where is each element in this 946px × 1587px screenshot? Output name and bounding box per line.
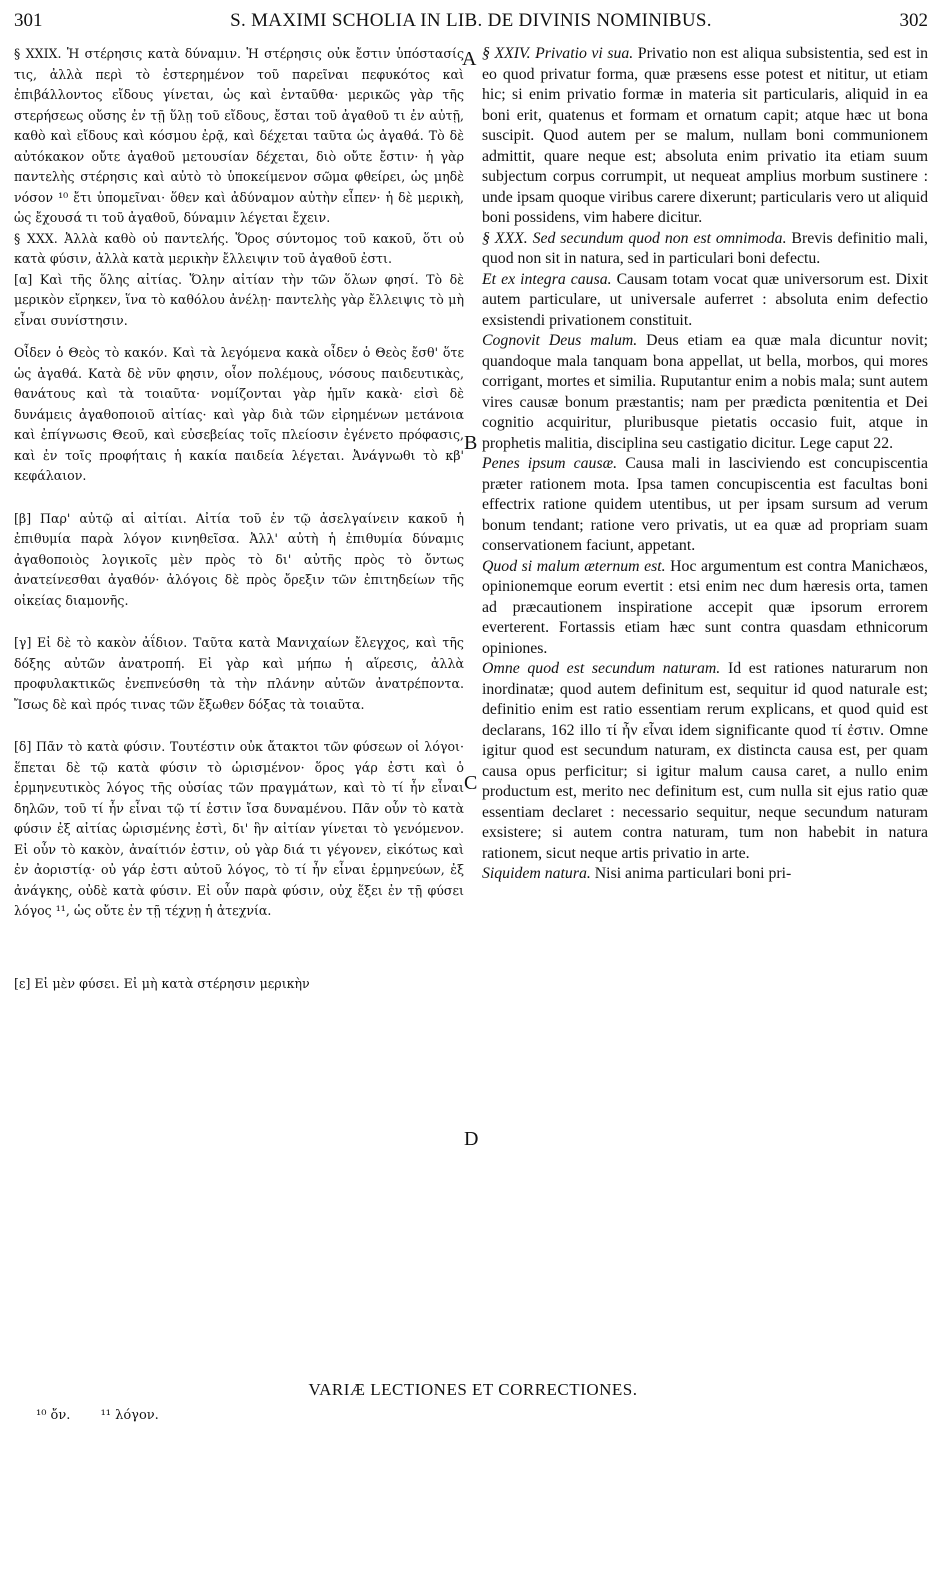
latin-paragraph bbox=[482, 864, 928, 885]
running-header bbox=[14, 10, 928, 36]
greek-paragraph: [β] Παρ' αὐτῷ αἱ αἰτίαι. Αἰτία τοῦ ἐν τῷ ἀσελγαίνειν κακοῦ ἡ ἐπιθυμία παρὰ λόγον κινηθεῖσα. Ἀλλ' αὐτὴ ἡ ἐπιθυμία δύναμις ἀγαθοποιὸς λογικοῖς μὲν πρὸς τὸ δι' αὐτῆς πρὸς τὸ ὄντως ἀνατείνεσθαι ἀγαθόν· ἀλόγοις δὲ πρὸς ὄρεξιν τῶν ἐπιτηδείων τῆς οἰκείας διαμονῆς. bbox=[14, 510, 464, 608]
greek-paragraph: § XXIX. Ἡ στέρησις κατὰ δύναμιν. Ἡ στέρησις οὐκ ἔστιν ὑπόστασίς τις, ἀλλὰ περὶ τὸ ἐστερημένον τοῦ παρεῖναι πεφυκότος καὶ ἐπιβάλλοντος εἴδους γίνεται, ὡς καὶ ἐνταῦθα· μερικῶς γὰρ τῆς στερήσεως οὔσης ἐν τῇ ὕλῃ τοῦ εἴδους, ἔσται τοῦ ἀγαθοῦ τι ἐν αὐτῇ, καθὸ καὶ εἴδους καὶ κόσμου ἐρᾷ, καὶ δέχεται ταῦτα ὡς ἀγαθά. Τὸ δὲ αὐτόκακον οὔτε ἀγαθοῦ μετουσίαν δέχεται, διὸ οὔτε ἔστιν· ἡ γὰρ παντελὴς στέρησις καὶ αὐτὸ τὸ ὑποκείμενον σῶμα φθείρει, ὡς μηδὲ νόσον ¹⁰ ἔτι ὑπομεῖναι· ὅθεν καὶ ἀδύναμον αὐτὴν εἶπεν· ἡ δὲ μερικὴ, ὡς ἔχουσά τι τοῦ ἀγαθοῦ, δύναμιν λέγεται ἔχειν. bbox=[14, 46, 464, 225]
latin-paragraph bbox=[482, 557, 928, 660]
latin-lemma: Quod si malum æternum est. bbox=[482, 557, 666, 575]
latin-text: Deus etiam ea quæ mala dicuntur novit; quandoque mala tanquam bona appellat, ut bella, morbos, qui mores corrigant, mortes et similia. Ruputantur enim a nobis mala; sunt autem vires causæ bonum præstantis; nam per prædicta pœnitentia et Dei cognitio acquiritur, pluribusque pietatis occasio fuit, atque in prophetis malitia, disciplina seu castigatio dicitur. Lege caput 22. bbox=[482, 332, 928, 452]
greek-paragraph: [α] Καὶ τῆς ὅλης αἰτίας. Ὅλην αἰτίαν τὴν τῶν ὅλων φησί. Τὸ δὲ μερικὸν εἴρηκεν, ἵνα τὸ καθόλου ἀνέλῃ· παντελὴς γὰρ ἔλλειψις τὸ μὴ εἶναι συνίστησιν. bbox=[14, 271, 464, 328]
greek-paragraph: [γ] Εἰ δὲ τὸ κακὸν ἀΐδιον. Ταῦτα κατὰ Μανιχαίων ἔλεγχος, καὶ τῆς δόξης αὐτῶν ἀνατροπή. Εἰ γὰρ καὶ μήπω ἡ αἵρεσις, ἀλλὰ προφυλακτικῶς ἐνεπνεύσθη τὰ τὴν πλάνην αὐτῶν ἀνατρέποντα. Ἴσως δὲ καὶ πρός τινας τῶν ἔξωθεν δόξας τὰ τοιαῦτα. bbox=[14, 635, 464, 712]
latin-text: Hoc argumentum est contra Manichæos, opinionemque eorum evertit : etsi enim nec dum hæresis orta, tamen ad præcautionem inspiratione accepit quæ ipsorum errorem everterent. Fortassis etiam hæc sunt contra quasdam ethnicorum opiniones. bbox=[482, 557, 928, 657]
latin-text: Nisi anima particulari boni pri- bbox=[590, 865, 792, 882]
latin-lemma: Omne quod est secundum naturam. bbox=[482, 660, 721, 677]
latin-text: Causam totam vocat quæ universorum est. Dixit autem particulare, ut universale auferret : absoluta enim defectio exsistendi privationem constituit. bbox=[482, 270, 928, 329]
latin-text: Id est rationes naturarum non inordinatæ; quod autem definitum est, sequitur id quod naturale est; definitio enim est ratio essentiam rerum explicans, et quod quid est declarans, 162 illo τί ἦν εἶναι idem significante quod τί ἐστιν. Omne igitur quod est secundum naturam, ex distincta causa est, per quam causa opus perficitur; si igitur malum causa caret, a nullo enim productum est, merito nec definitum est, cum nulla sit ejus ratio quæ essentiam declaret : necessario sequitur, neque secundum naturam exsistere; si autem contra naturam, tum non habebit in natura rationem, sicut neque artis privatio in arte. bbox=[482, 660, 928, 862]
margin-marker-a: A bbox=[462, 48, 477, 70]
page-number-right: 302 bbox=[899, 10, 928, 31]
latin-paragraph bbox=[482, 659, 928, 864]
latin-column bbox=[482, 44, 928, 885]
footnote: ¹⁰ ὄν. bbox=[36, 1408, 71, 1423]
margin-marker-c: C bbox=[464, 772, 478, 794]
latin-text: Causa mali in lasciviendo est concupiscentia præter rationem mota. Ipsa tamen concupiscentia est facultas boni effectrix ratione quidem utentibus, ut per ipsam sursum ad verum bonum tendant; ratione vero privatis, ut ea quæ ad propriam suam conservationem faciunt, appetant. bbox=[482, 455, 928, 554]
latin-lemma: Siquidem natura. bbox=[482, 865, 591, 882]
latin-paragraph bbox=[482, 331, 928, 454]
greek-paragraph: [δ] Πᾶν τὸ κατὰ φύσιν. Τουτέστιν οὐκ ἄτακτοι τῶν φύσεων οἱ λόγοι· ἕπεται δὲ τῷ κατὰ φύσιν τὸ ὡρισμένον· ὅρος γάρ ἐστι καὶ ὁ ἑρμηνευτικὸς λόγος τῆς οὐσίας τῶν πραγμάτων, καὶ τὸ τί ἦν εἶναι δηλῶν, τοῦ τί ἦν εἶναι τῷ τί ἐστιν ἴσα δυναμένου. Πᾶν οὖν τὸ κατὰ φύσιν ἐξ αἰτίας ὡρισμένης ἐστὶ, δι' ἣν αἰτίαν γίνεται τὸ γενόμενον. Εἰ οὖν τὸ κακὸν, ἀναίτιόν ἐστιν, οὐ γὰρ διά τι γέγονεν, εἰκότως καὶ ἐν ἀοριστίᾳ· οὐ γάρ ἐστι αὐτοῦ λόγος, τὸ τί ἦν εἶναι ἑρμηνεύων, ἐξ ἀνάγκης, οὐδὲ κατὰ φύσιν. Εἰ οὖν παρὰ φύσιν, οὐχ ἕξει ἐν τῇ φύσει λόγος ¹¹, ὡς οὔτε ἐν τῇ τέχνῃ ἡ ἀτεχνία. bbox=[14, 739, 464, 918]
running-title: S. MAXIMI SCHOLIA IN LIB. DE DIVINIS NOMINIBUS. bbox=[230, 10, 712, 31]
greek-paragraph: Οἶδεν ὁ Θεὸς τὸ κακόν. Καὶ τὰ λεγόμενα κακὰ οἶδεν ὁ Θεὸς ἔσθ' ὅτε ὡς ἀγαθά. Κατὰ δὲ νῦν φησιν, οἷον πολέμους, νόσους παιδευτικὰς, θανάτους καὶ τὰ τοιαῦτα· νομίζονται γὰρ ἡμῖν κακὰ· εἰσὶ δὲ δυνάμεις ἀγαθοποιοῦ αἰτίας· καὶ γὰρ διὰ τῶν εἰρημένων μετάνοια καὶ ἐπίγνωσις Θεοῦ, καὶ εὐσεβείας τοῖς πλείοσιν ἐγένετο πρόφασις, καὶ ἐν τοῖς προφήταις ἡ κακία παιδεία λέγεται. Ἀνάγνωθι τὸ κβ' κεφάλαιον. bbox=[14, 345, 464, 483]
latin-paragraph bbox=[482, 270, 928, 332]
greek-column bbox=[14, 44, 464, 994]
greek-paragraph: [ε] Εἰ μὲν φύσει. Εἰ μὴ κατὰ στέρησιν μερικὴν bbox=[14, 975, 310, 991]
page-number-left: 301 bbox=[14, 10, 43, 31]
latin-text: Brevis definitio mali, quod non sit in natura, sed in particulari boni defectu. bbox=[482, 229, 929, 267]
footnotes bbox=[36, 1408, 185, 1423]
latin-lemma: § XXIV. Privatio vi sua. bbox=[482, 45, 634, 62]
greek-paragraph: § XXX. Ἀλλὰ καθὸ οὐ παντελής. Ὅρος σύντομος τοῦ κακοῦ, ὅτι οὐ κατὰ φύσιν, ἀλλὰ κατὰ μερικὴν ἔλλειψιν τοῦ ἀγαθοῦ ἐστι. bbox=[14, 230, 464, 266]
latin-lemma: Cognovit Deus malum. bbox=[482, 332, 638, 349]
latin-lemma: Et ex integra causa. bbox=[482, 270, 612, 288]
latin-paragraph bbox=[482, 44, 928, 229]
latin-text: Privatio non est aliqua subsistentia, sed est in eo quod privatur forma, quæ præsens esse potest et nititur, ut etiam hic; si enim privatio formæ in materia sit particularis, aliquid in ea boni erit, quatenus et formam et ornatum capit; atque hæc ut bona suscipit. Quod autem per se malum, nullam boni communionem admittit, quare neque est; absoluta enim privatio ita etiam suum subjectum corpus corrumpit, ut nequeat amplius morbum sustinere : unde ipsam quoque viribus carere dixerunt; particularis vero ut aliquid boni possidens, vim habere dicitur. bbox=[482, 45, 928, 226]
footnote: ¹¹ λόγον. bbox=[100, 1408, 159, 1423]
latin-paragraph bbox=[482, 454, 928, 557]
variae-lectiones-heading: VARIÆ LECTIONES ET CORRECTIONES. bbox=[308, 1380, 638, 1399]
latin-paragraph bbox=[482, 229, 928, 270]
latin-lemma: Penes ipsum causæ. bbox=[482, 455, 618, 472]
margin-marker-b: B bbox=[464, 432, 478, 454]
latin-lemma: § XXX. Sed secundum quod non est omnimoda. bbox=[482, 229, 787, 247]
margin-marker-d: D bbox=[464, 1128, 479, 1150]
